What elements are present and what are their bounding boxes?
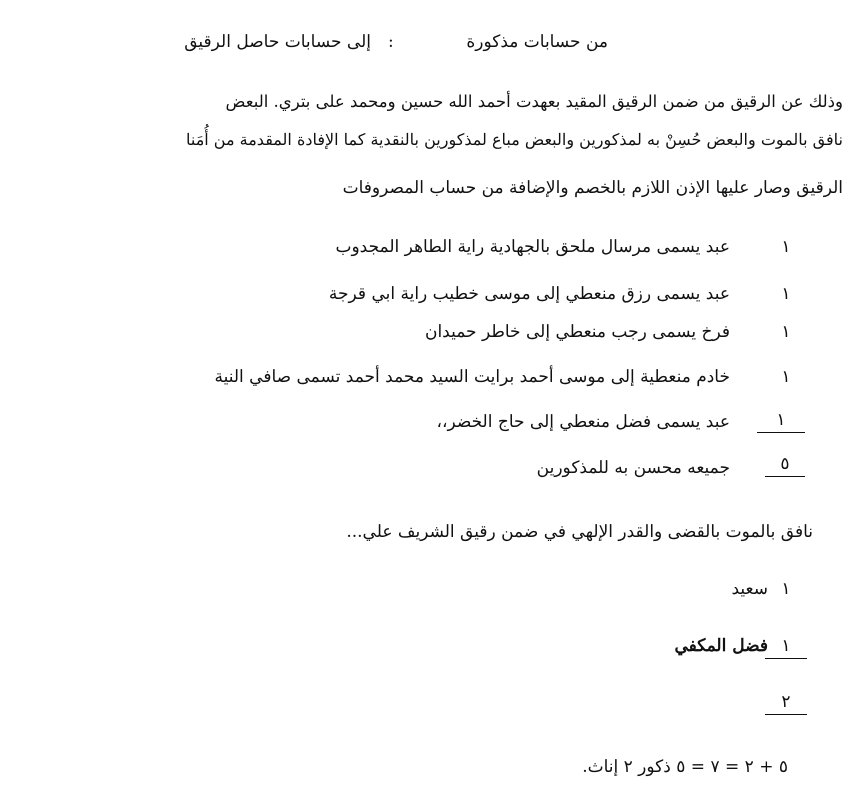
paragraph-line-3: الرقيق وصار عليها الإذن اللازم بالخصم والإضافة من حساب المصروفات (342, 178, 843, 198)
second-paragraph: نافق بالموت بالقضى والقدر الإلهي في ضمن رقيق الشريف علي... (346, 522, 813, 542)
list1-text-3: فرخ يسمى رجب منعطي إلى خاطر حميدان (424, 322, 730, 342)
list2-text-2: فضل المكفي (674, 636, 768, 656)
header-left: إلى حسابات حاصل الرقيق (184, 32, 371, 52)
list1-text-4: خادم منعطية إلى موسى أحمد برايت السيد محمد أحمد تسمى صافي النية (214, 367, 730, 387)
list1-text-1: عبد يسمى مرسال ملحق بالجهادية راية الطاهر المجدوب (335, 237, 730, 257)
paragraph-line-1: وذلك عن الرقيق من ضمن الرقيق المقيد بعهدت أحمد الله حسين ومحمد على بتري. البعض (225, 92, 843, 111)
paragraph-line-2: نافق بالموت والبعض حُسِنْ به لمذكورين والبعض مباع لمذكورين بالنقدية كما الإفادة المقدمة من أُمَنا (186, 130, 843, 149)
list1-num-1: ١ (781, 237, 791, 257)
list2-num-1: ١ (781, 579, 791, 599)
header-right: من حسابات مذكورة (466, 32, 608, 52)
list1-num-5: ١ (757, 408, 805, 433)
list1-num-2: ١ (781, 284, 791, 304)
list1-summary-text: جميعه محسن به للمذكورين (536, 458, 730, 478)
equation: ٥ + ٢ = ٧ = ٥ ذكور ٢ إناث. (582, 757, 788, 777)
list1-num-3: ١ (781, 322, 791, 342)
list1-text-5: عبد يسمى فضل منعطي إلى حاج الخضر،، (436, 412, 730, 432)
list1-total: ٥ (765, 452, 805, 477)
list1-num-4: ١ (781, 367, 791, 387)
list2-text-1: سعيد (731, 579, 768, 599)
header-colon: : (388, 32, 394, 52)
list1-text-2: عبد يسمى رزق منعطي إلى موسى خطيب راية ابي قرجة (328, 284, 730, 304)
list2-num-2: ١ (765, 634, 807, 659)
list2-total: ٢ (765, 690, 807, 715)
